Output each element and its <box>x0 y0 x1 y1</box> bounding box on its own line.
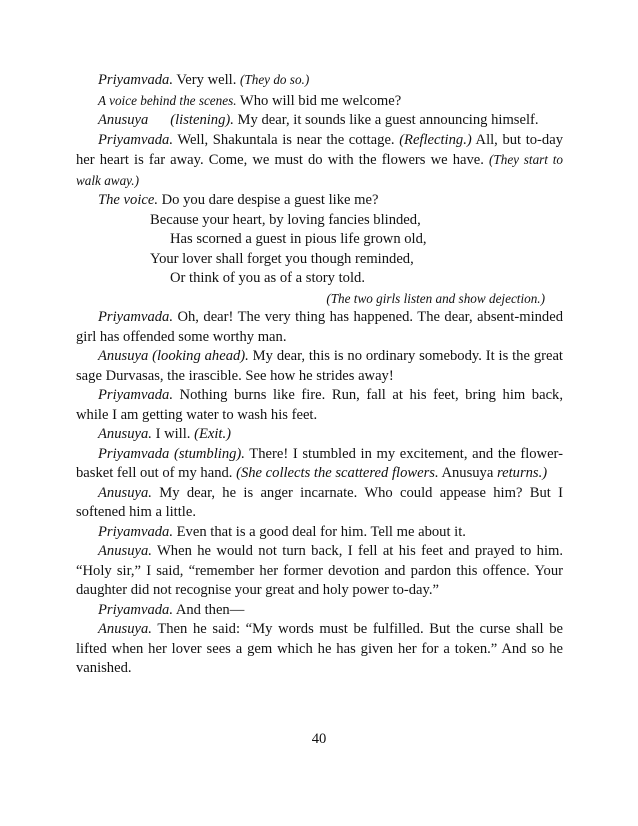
speaker: Priyamvada (stumbling). <box>98 445 245 462</box>
verse-line: Has scorned a guest in pious life grown old, <box>170 231 427 247</box>
speaker: Anusuya <box>98 112 149 128</box>
verse-line: Or think of you as of a story told. <box>170 270 365 286</box>
speaker: Priyamvada. <box>98 387 173 403</box>
dialogue: I will. <box>151 426 195 442</box>
stage-direction: (listening). <box>170 112 234 128</box>
speaker: Anusuya. <box>98 484 152 501</box>
dialogue: Who will bid me welcome? <box>236 92 402 109</box>
stage-direction: (They start to walk away.) <box>76 152 563 188</box>
paragraph <box>76 386 563 425</box>
page-body <box>76 70 563 679</box>
stage-direction: (Reflecting.) <box>399 131 472 148</box>
dialogue: When he would not turn back, I fell at his feet and prayed to him. “Holy sir,” I said, “remember her former devotion and pardon this offence. Your daughter did not recognise your great and holy power to-day.” <box>76 543 563 598</box>
paragraph <box>76 111 563 131</box>
dialogue: Very well. <box>172 72 240 88</box>
stage-direction: (They do so.) <box>240 72 310 87</box>
speaker: Priyamvada. <box>98 523 173 540</box>
paragraph <box>76 445 563 484</box>
dialogue: Anusuya <box>438 465 497 481</box>
dialogue: My dear, it sounds like a guest announcing himself. <box>233 112 539 128</box>
page-number: 40 <box>311 731 327 747</box>
stage-direction: returns.) <box>496 465 548 481</box>
paragraph <box>76 620 563 679</box>
dialogue: Then he said: “My words must be fulfilled. But the curse shall be lifted when her lover sees a gem which he has given her for a token.” And so he vanished. <box>76 621 563 676</box>
speaker: A voice behind the scenes. <box>98 92 237 108</box>
speaker: Anusuya. <box>98 543 152 559</box>
dialogue: My dear, this is no ordinary somebody. It is the great sage Durvasas, the irascible. See how he strides away! <box>76 348 563 384</box>
dialogue: There! I stumbled in my excitement, and the flower-basket fell out of my hand. <box>76 445 563 481</box>
dialogue: Oh, dear! The very thing has happened. The dear, absent-minded girl has offended some worthy man. <box>76 309 563 345</box>
dialogue: Even that is a good deal for him. Tell me about it. <box>172 523 466 540</box>
paragraph <box>76 523 563 543</box>
stage-direction: (She collects the scattered flowers. <box>236 465 439 481</box>
speaker: Priyamvada. <box>98 309 173 325</box>
speaker: Priyamvada. <box>98 72 173 88</box>
dialogue: Well, Shakuntala is near the cottage. <box>172 131 400 148</box>
paragraph <box>76 70 563 91</box>
paragraph <box>76 347 563 386</box>
paragraph <box>76 425 563 445</box>
verse-line: Because your heart, by loving fancies blinded, <box>150 211 421 228</box>
paragraph <box>76 484 563 523</box>
paragraph <box>76 308 563 347</box>
speaker: Anusuya. <box>98 621 152 637</box>
verse-line: Your lover shall forget you though reminded, <box>150 250 414 267</box>
dialogue: My dear, he is anger incarnate. Who could appease him? But I softened him a little. <box>76 484 563 520</box>
dialogue: Nothing burns like fire. Run, fall at his feet, bring him back, while I am getting water to wash his feet. <box>76 387 563 423</box>
speaker: The voice. <box>98 192 158 208</box>
dialogue: All, but to-day her heart is far away. Come, we must do with the flowers we have. <box>76 131 563 168</box>
paragraph <box>76 91 563 112</box>
paragraph <box>76 191 563 211</box>
dialogue: Do you dare despise a guest like me? <box>157 192 379 208</box>
stage-direction: (The two girls listen and show dejection.) <box>326 290 545 306</box>
speaker: Priyamvada. <box>98 131 173 148</box>
paragraph <box>76 542 563 601</box>
paragraph <box>76 131 563 192</box>
speaker: Priyamvada. <box>98 601 173 618</box>
dialogue: And then— <box>172 601 245 618</box>
speaker: Anusuya (looking ahead). <box>98 348 249 364</box>
speaker: Anusuya. <box>98 426 152 442</box>
stage-direction: (Exit.) <box>194 426 231 442</box>
paragraph <box>76 601 563 621</box>
